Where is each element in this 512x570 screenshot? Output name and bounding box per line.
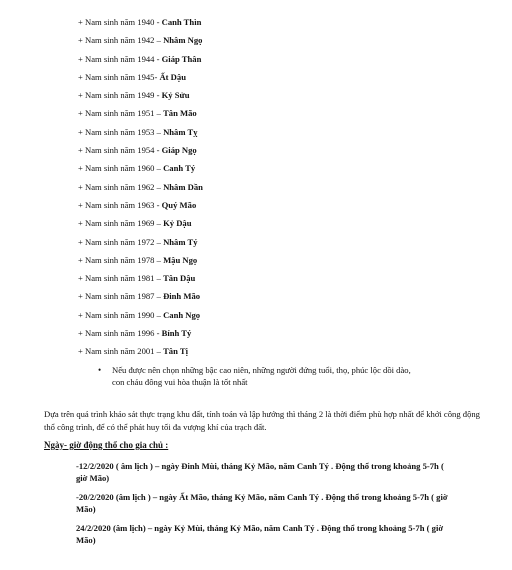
birth-year-label: + Nam sinh năm 1972 – bbox=[78, 236, 164, 247]
birth-year-item bbox=[78, 141, 203, 159]
birth-year-item bbox=[78, 324, 203, 342]
bullet-icon: • bbox=[98, 365, 102, 375]
birth-year-item bbox=[78, 287, 203, 305]
birth-year-item bbox=[78, 68, 203, 86]
birth-year-label: + Nam sinh năm 1990 – bbox=[78, 309, 164, 320]
can-chi-name: Quý Mão bbox=[161, 199, 197, 210]
date-list bbox=[76, 460, 456, 552]
can-chi-name: Ất Dậu bbox=[159, 71, 186, 82]
birth-year-item bbox=[78, 31, 203, 49]
birth-year-label: + Nam sinh năm 1953 – bbox=[78, 126, 164, 137]
birth-year-label: + Nam sinh năm 1978 – bbox=[78, 254, 164, 265]
birth-year-item bbox=[78, 123, 203, 141]
date-item: -20/2/2020 (âm lịch ) – ngày Ất Mão, tháng Kỷ Mão, năm Canh Tý . Động thổ trong khoảng 5-7h ( giờ Mão) bbox=[76, 491, 448, 515]
birth-year-item bbox=[78, 86, 203, 104]
can-chi-name: Nhâm Dần bbox=[163, 181, 203, 192]
can-chi-name: Bính Tý bbox=[161, 328, 192, 339]
can-chi-name: Giáp Thân bbox=[161, 53, 202, 64]
birth-year-label: + Nam sinh năm 1944 - bbox=[78, 53, 162, 64]
can-chi-name: Canh Thìn bbox=[161, 17, 202, 27]
birth-year-list bbox=[78, 13, 203, 361]
birth-year-item bbox=[78, 196, 203, 214]
date-item: -12/2/2020 ( âm lịch ) – ngày Đinh Mùi, tháng Kỷ Mão, năm Canh Tý . Động thổ trong khoảng 5-7h ( giờ Mão) bbox=[76, 461, 444, 484]
birth-year-label: + Nam sinh năm 1981 – bbox=[78, 273, 164, 284]
birth-year-label: + Nam sinh năm 1949 - bbox=[78, 90, 162, 101]
birth-year-label: + Nam sinh năm 1962 – bbox=[78, 181, 164, 192]
survey-paragraph: Dựa trên quá trình khảo sát thực trạng khu đất, tính toán và lập hướng thì tháng 2 là thời điểm phù hợp nhất để khởi công động thổ công trình, để có thể phát huy tối đa vượng khí của trạch đất. bbox=[44, 409, 480, 432]
birth-year-label: + Nam sinh năm 1945- bbox=[78, 71, 160, 82]
can-chi-name: Tân Mão bbox=[163, 108, 197, 119]
date-item: 24/2/2020 (âm lịch) – ngày Kỷ Mùi, tháng Kỷ Mão, năm Canh Tý . Động thổ trong khoảng 5-7h ( giờ Mão) bbox=[76, 522, 444, 546]
birth-year-item bbox=[78, 50, 203, 68]
birth-year-label: + Nam sinh năm 1969 – bbox=[78, 218, 164, 229]
birth-year-item bbox=[78, 233, 203, 251]
section-heading: Ngày- giờ động thổ cho gia chủ : bbox=[44, 440, 169, 450]
note-bullet-item bbox=[98, 365, 412, 388]
note-text: Nếu được nên chọn những bậc cao niên, những người đứng tuổi, thọ, phúc lộc dồi dào, con cháu đông vui hòa thuận là tốt nhất bbox=[112, 365, 411, 387]
can-chi-name: Kỷ Dậu bbox=[163, 218, 192, 229]
can-chi-name: Giáp Ngọ bbox=[161, 145, 197, 156]
birth-year-label: + Nam sinh năm 1960 – bbox=[78, 163, 164, 174]
birth-year-item bbox=[78, 178, 203, 196]
birth-year-label: + Nam sinh năm 1940 - bbox=[78, 17, 162, 27]
can-chi-name: Nhâm Tỵ bbox=[163, 126, 198, 137]
birth-year-item bbox=[78, 269, 203, 287]
can-chi-name: Canh Tý bbox=[163, 163, 196, 174]
birth-year-label: + Nam sinh năm 1942 – bbox=[78, 35, 164, 46]
birth-year-label: + Nam sinh năm 1963 - bbox=[78, 199, 162, 210]
birth-year-item bbox=[78, 251, 203, 269]
birth-year-label: + Nam sinh năm 1954 - bbox=[78, 145, 162, 156]
can-chi-name: Mậu Ngọ bbox=[163, 254, 198, 265]
birth-year-item bbox=[78, 104, 203, 122]
can-chi-name: Tân Dậu bbox=[163, 273, 196, 284]
can-chi-name: Đinh Mão bbox=[163, 291, 201, 302]
birth-year-item bbox=[78, 342, 203, 360]
birth-year-item bbox=[78, 214, 203, 232]
birth-year-item bbox=[78, 159, 203, 177]
can-chi-name: Kỷ Sửu bbox=[161, 90, 190, 101]
can-chi-name: Nhâm Tý bbox=[163, 236, 198, 247]
birth-year-label: + Nam sinh năm 2001 – bbox=[78, 346, 164, 357]
birth-year-label: + Nam sinh năm 1996 - bbox=[78, 328, 162, 339]
birth-year-item bbox=[78, 13, 203, 31]
birth-year-label: + Nam sinh năm 1951 – bbox=[78, 108, 164, 119]
can-chi-name: Tân Tị bbox=[163, 346, 188, 357]
can-chi-name: Nhâm Ngọ bbox=[163, 35, 203, 46]
can-chi-name: Canh Ngọ bbox=[163, 309, 201, 320]
birth-year-item bbox=[78, 306, 203, 324]
birth-year-label: + Nam sinh năm 1987 – bbox=[78, 291, 164, 302]
